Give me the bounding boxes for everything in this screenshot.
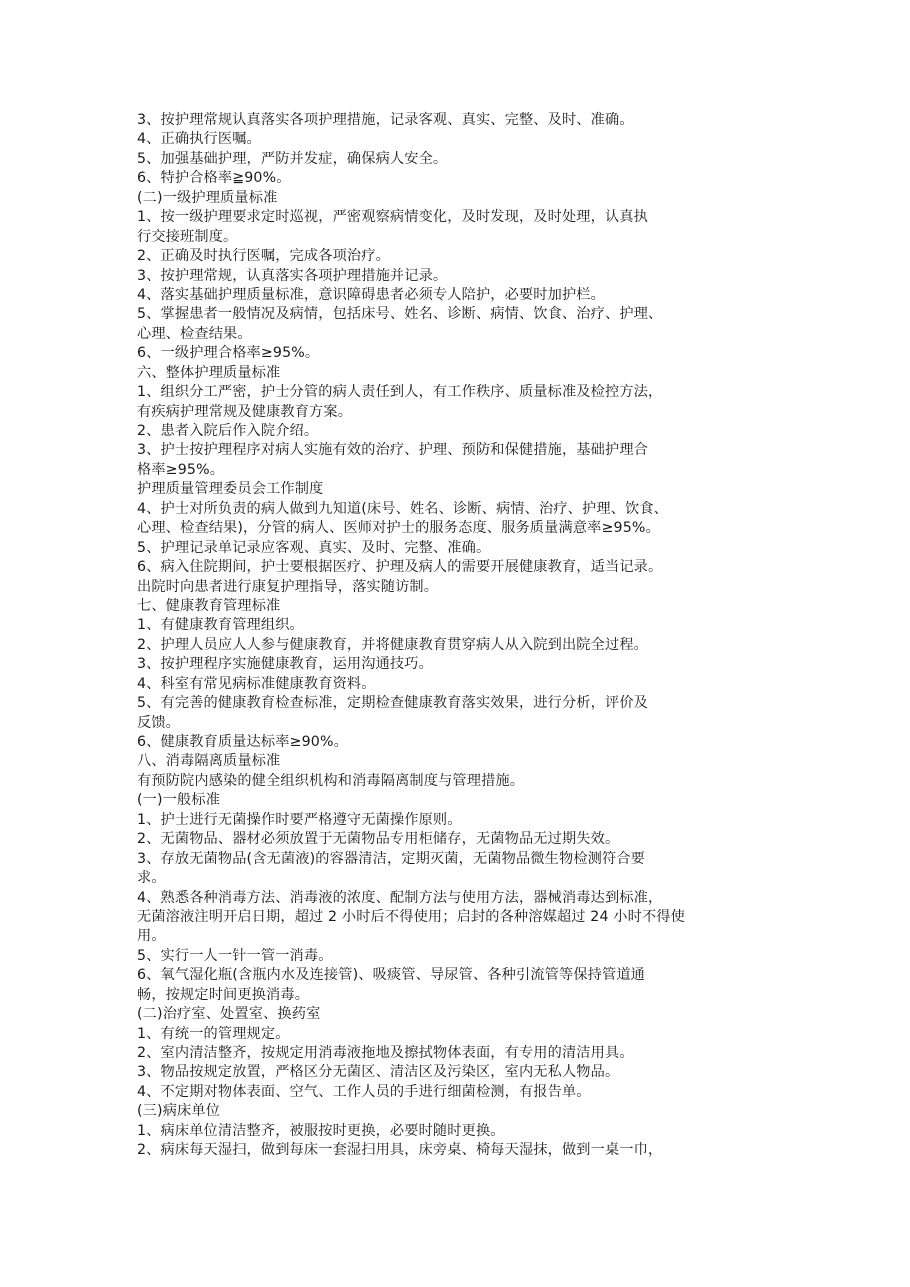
text-line: 4、护士对所负责的病人做到九知道(床号、姓名、诊断、病情、治疗、护理、饮食、: [137, 500, 669, 517]
section-heading: (二)一级护理质量标准: [137, 189, 278, 206]
text-line: 2、正确及时执行医嘱，完成各项治疗。: [137, 248, 390, 265]
text-line: 出院时向患者进行康复护理指导，落实随访制。: [137, 578, 439, 595]
text-line: 2、无菌物品、器材必须放置于无菌物品专用柜储存，无菌物品无过期失效。: [137, 831, 620, 848]
text-line: 4、正确执行医嘱。: [137, 131, 261, 148]
text-line: 5、加强基础护理，严防并发症，确保病人安全。: [137, 150, 448, 167]
section-heading: 八、消毒隔离质量标准: [137, 753, 281, 770]
text-line: 6、健康教育质量达标率≥90%。: [137, 734, 348, 750]
text-line: 求。: [137, 870, 166, 887]
text-line: 用。: [137, 928, 166, 945]
text-line: 5、护理记录单记录应客观、真实、及时、完整、准确。: [137, 539, 491, 556]
text-line: 3、物品按规定放置，严格区分无菌区、清洁区及污染区，室内无私人物品。: [137, 1064, 620, 1081]
text-line: 1、护士进行无菌操作时要严格遵守无菌操作原则。: [137, 811, 462, 828]
text-line: 6、病入住院期间，护士要根据医疗、护理及病人的需要开展健康教育，适当记录。: [137, 559, 663, 576]
text-line: 3、护士按护理程序对病人实施有效的治疗、护理、预防和保健措施，基础护理合: [137, 442, 648, 459]
text-line: 1、有健康教育管理组织。: [137, 617, 304, 634]
text-line: 畅，按规定时间更换消毒。: [137, 986, 310, 1003]
text-line: 心理、检查结果)，分管的病人、医师对护士的服务态度、服务质量满意率≥95%。: [137, 520, 660, 537]
section-heading: (二)治疗室、处置室、换药室: [137, 1006, 321, 1023]
text-line: 2、护理人员应人人参与健康教育，并将健康教育贯穿病人从入院到出院全过程。: [137, 636, 648, 653]
text-line: 1、有统一的管理规定。: [137, 1025, 290, 1042]
text-line: 6、氧气湿化瓶(含瓶内水及连接管)、吸痰管、导尿管、各种引流管等保持管道通: [137, 967, 646, 984]
text-line: 1、按一级护理要求定时巡视，严密观察病情变化，及时发现，及时处理，认真执: [137, 209, 648, 226]
text-line: 行交接班制度。: [137, 228, 238, 245]
text-line: 3、按护理程序实施健康教育，运用沟通技巧。: [137, 656, 433, 673]
text-line: 2、病床每天湿扫，做到每床一套湿扫用具，床旁桌、椅每天湿抹，做到一桌一巾，: [137, 1142, 663, 1159]
section-heading: 七、健康教育管理标准: [137, 597, 281, 614]
text-line: 4、科室有常见病标准健康教育资料。: [137, 675, 376, 692]
text-line: 3、按护理常规认真落实各项护理措施，记录客观、真实、完整、及时、准确。: [137, 112, 634, 128]
text-line: 1、组织分工严密，护士分管的病人责任到人，有工作秩序、质量标准及检控方法，: [137, 384, 663, 401]
section-heading: (三)病床单位: [137, 1103, 221, 1120]
text-line: 5、掌握患者一般情况及病情，包括床号、姓名、诊断、病情、饮食、治疗、护理、: [137, 306, 663, 323]
text-line: 有疾病护理常规及健康教育方案。: [137, 403, 353, 420]
text-line: 3、按护理常规，认真落实各项护理措施并记录。: [137, 267, 448, 284]
text-line: 6、一级护理合格率≥95%。: [137, 345, 320, 362]
text-line: 6、特护合格率≧90%。: [137, 170, 291, 187]
document-body: [137, 111, 757, 1161]
section-heading: 护理质量管理委员会工作制度: [137, 481, 324, 498]
text-line: 格率≥95%。: [137, 461, 225, 478]
text-line: 4、不定期对物体表面、空气、工作人员的手进行细菌检测，有报告单。: [137, 1083, 591, 1100]
text-line: 4、熟悉各种消毒方法、消毒液的浓度、配制方法与使用方法，器械消毒达到标准，: [137, 889, 663, 906]
section-heading: 六、整体护理质量标准: [137, 364, 281, 381]
text-line: 5、实行一人一针一管一消毒。: [137, 947, 333, 964]
text-line: 反馈。: [137, 714, 181, 731]
text-line: 2、患者入院后作入院介绍。: [137, 423, 319, 439]
text-line: 1、病床单位清洁整齐，被服按时更换，必要时随时更换。: [137, 1122, 505, 1139]
text-line: 无菌溶液注明开启日期，超过 2 小时后不得使用；启封的各种溶媒超过 24 小时不得使: [137, 908, 685, 925]
text-line: 3、存放无菌物品(含无菌液)的容器清洁，定期灭菌，无菌物品微生物检测符合要: [137, 850, 646, 867]
text-line: 2、室内清洁整齐，按规定用消毒液拖地及擦拭物体表面，有专用的清洁用具。: [137, 1045, 634, 1061]
text-line: 4、落实基础护理质量标准，意识障碍患者必须专人陪护，必要时加护栏。: [137, 286, 605, 303]
section-heading: (一)一般标准: [137, 792, 221, 809]
text-line: 心理、检查结果。: [137, 325, 252, 342]
text-line: 5、有完善的健康教育检查标准，定期检查健康教育落实效果，进行分析，评价及: [137, 695, 648, 712]
text-line: 有预防院内感染的健全组织机构和消毒隔离制度与管理措施。: [137, 772, 525, 789]
